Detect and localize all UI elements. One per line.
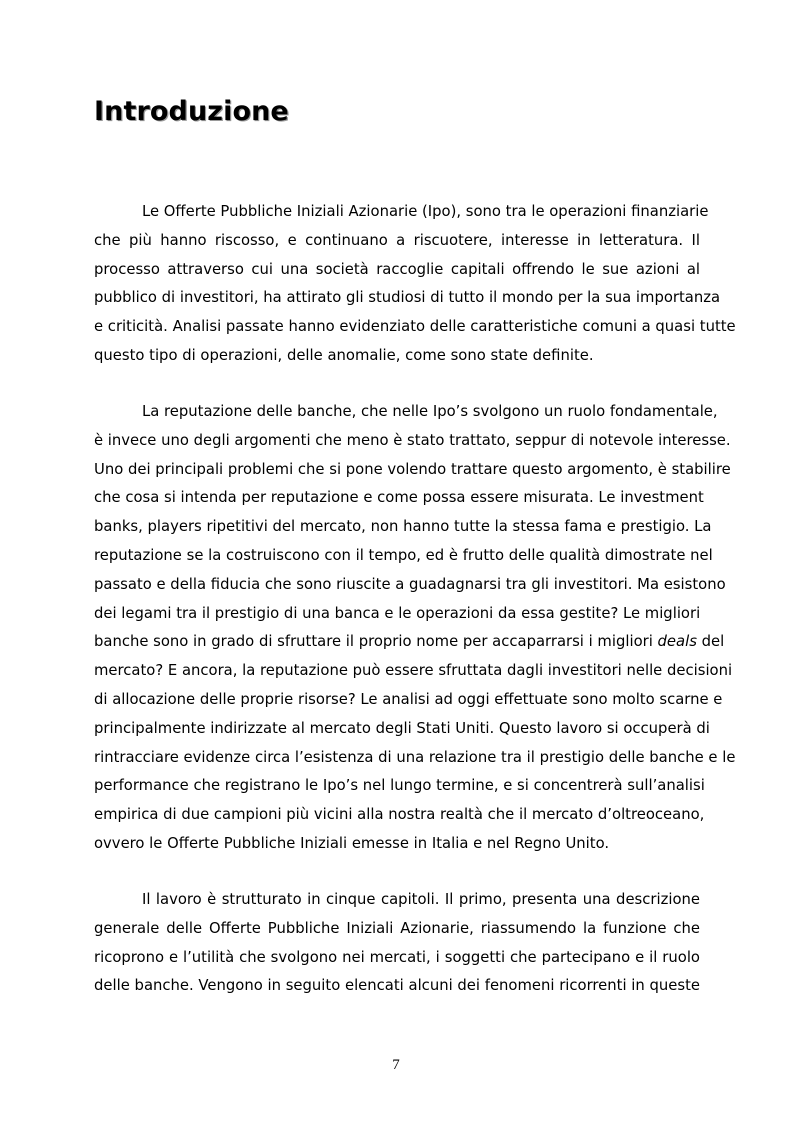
text-line: ovvero le Offerte Pubbliche Iniziali emesse in Italia e nel Regno Unito. [94,834,610,852]
text-line: performance che registrano le Ipo’s nel lungo termine, e si concentrerà sull’analisi [94,777,705,795]
text-line-with-italic [94,628,725,657]
paragraph-1 [94,198,736,371]
text-line: banks, players ripetitivi del mercato, non hanno tutte la stessa fama e prestigio. La [94,518,712,536]
text-line: dei legami tra il prestigio di una banca e le operazioni da essa gestite? Le migliori [94,604,701,622]
text-line: che cosa si intenda per reputazione e come possa essere misurata. Le investment [94,489,704,507]
text-line: principalmente indirizzate al mercato degli Stati Uniti. Questo lavoro si occuperà di [94,719,710,737]
text-line: questo tipo di operazioni, delle anomalie, come sono state definite. [94,346,594,364]
text-line: Le Offerte Pubbliche Iniziali Azionarie (Ipo), sono tra le operazioni finanziarie [142,203,709,220]
page-number: 7 [392,1057,400,1073]
text-line: Il lavoro è strutturato in cinque capitoli. Il primo, presenta una descrizione [142,891,700,908]
text-line: ricoprono e l’utilità che svolgono nei mercati, i soggetti che partecipano e il ruolo [94,948,700,966]
paragraph-2 [94,398,736,859]
text-line: mercato? E ancora, la reputazione può essere sfruttata dagli investitori nelle decisioni [94,662,733,680]
italic-term: deals [657,633,697,651]
text-fragment: banche sono in grado di sfruttare il proprio nome per accaparrarsi i migliori [94,633,658,651]
text-line: processo attraverso cui una società raccoglie capitali offrendo le sue azioni al [94,260,700,278]
text-line: Uno dei principali problemi che si pone volendo trattare questo argomento, è stabilire [94,460,731,478]
text-line: empirica di due campioni più vicini alla nostra realtà che il mercato d’oltreoceano, [94,806,705,824]
text-fragment: del [696,633,725,651]
text-line: passato e della fiducia che sono riuscite a guadagnarsi tra gli investitori. Ma esistono [94,575,726,593]
text-line: di allocazione delle proprie risorse? Le analisi ad oggi effettuate sono molto scarne e [94,690,723,708]
page-title: Introduzione [94,96,289,127]
text-line: che più hanno riscosso, e continuano a riscuotere, interesse in letteratura. Il [94,231,700,249]
text-line: reputazione se la costruiscono con il tempo, ed è frutto delle qualità dimostrate nel [94,546,713,564]
text-line: è invece uno degli argomenti che meno è stato trattato, seppur di notevole interesse. [94,431,731,449]
text-line: pubblico di investitori, ha attirato gli studiosi di tutto il mondo per la sua importanza [94,289,721,307]
text-line: delle banche. Vengono in seguito elencati alcuni dei fenomeni ricorrenti in queste [94,977,700,995]
text-line: rintracciare evidenze circa l’esistenza di una relazione tra il prestigio delle banche e le [94,748,736,766]
text-line: generale delle Offerte Pubbliche Iniziali Azionarie, riassumendo la funzione che [94,919,700,937]
text-line: La reputazione delle banche, che nelle Ipo’s svolgono un ruolo fondamentale, [142,403,718,420]
paragraph-3 [94,886,700,1001]
text-line: e criticità. Analisi passate hanno evidenziato delle caratteristiche comuni a quasi tutte [94,318,736,336]
